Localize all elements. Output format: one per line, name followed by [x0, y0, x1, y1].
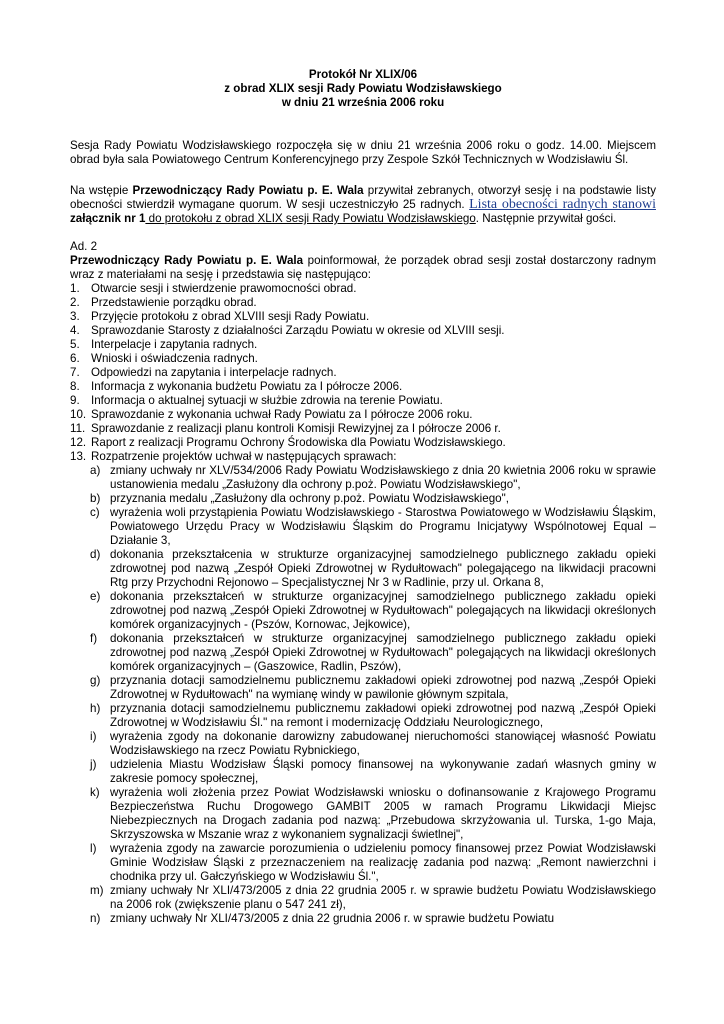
agenda-item [70, 338, 656, 352]
attendance-list-link[interactable]: Lista obecności radnych stanowi [469, 197, 656, 212]
welcome-text-1: Na wstępie [70, 184, 133, 197]
welcome-text-4: . Następnie przywitał gości. [475, 212, 617, 225]
resolution-item [70, 590, 656, 632]
resolution-item-letter: d) [90, 548, 101, 561]
resolution-item [70, 758, 656, 786]
resolution-item-text: zmiany uchwały Nr XLI/473/2005 z dnia 22 grudnia 2005 r. w sprawie budżetu Powiatu Wodzisławskiego na 2006 rok (zwiększenie planu o 547 241 zł), [110, 884, 656, 911]
resolution-item [70, 702, 656, 730]
resolution-item-text: udzielenia Miastu Wodzisław Śląski pomocy finansowej na wykonywanie zadań własnych gminy w zakresie pomocy społecznej, [110, 758, 656, 785]
resolution-item-text: wyrażenia zgody na dokonanie darowizny zabudowanej nieruchomości stanowiącej własność Powiatu Wodzisławskiego na rzecz Powiatu Rybnickiego, [110, 730, 656, 757]
resolution-item-text: zmiany uchwały Nr XLI/473/2005 z dnia 22 grudnia 2006 r. w sprawie budżetu Powiatu [110, 912, 555, 925]
agenda-item-text: Sprawozdanie z wykonania uchwał Rady Powiatu za I półrocze 2006 roku. [91, 408, 473, 421]
resolution-item [70, 632, 656, 674]
resolution-item-letter: n) [90, 912, 101, 925]
resolution-sublist [70, 464, 656, 926]
resolution-item [70, 506, 656, 548]
agenda-item [70, 422, 656, 436]
agenda-item [70, 352, 656, 366]
agenda-item [70, 408, 656, 422]
agenda-item-text: Przedstawienie porządku obrad. [91, 296, 257, 309]
agenda-item-text: Interpelacje i zapytania radnych. [91, 338, 258, 351]
resolution-item-letter: h) [90, 702, 101, 715]
title-line-2: z obrad XLIX sesji Rady Powiatu Wodzisławskiego [224, 82, 502, 95]
resolution-item [70, 464, 656, 492]
document-title [70, 68, 656, 110]
resolution-item-text: wyrażenia zgody na zawarcie porozumienia o udzieleniu pomocy finansowej przez Powiat Wodzisławski Gminie Wodzisław Śląski z przeznaczeniem na realizację zadania pod nazwą: „Remont nawierzchni i chodnika przy ul. Gałczyńskiego w Wodzisławiu Śl.", [110, 842, 656, 883]
agenda-item-text: Informacja z wykonania budżetu Powiatu za I półrocze 2006. [91, 380, 403, 393]
agenda-item [70, 324, 656, 338]
agenda-list [70, 282, 656, 464]
resolution-item-letter: e) [90, 590, 101, 603]
agenda-item-number: 10. [70, 408, 87, 421]
chairman-name-2: Przewodniczący Rady Powiatu p. E. Wala [70, 254, 304, 267]
resolution-item [70, 492, 656, 506]
agenda-item-number: 7. [70, 366, 80, 379]
agenda-item-number: 5. [70, 338, 80, 351]
resolution-item [70, 730, 656, 758]
protocol-reference: do protokołu z obrad XLIX sesji Rady Powiatu Wodzisławskiego [145, 212, 476, 225]
paragraph-agenda-intro [70, 254, 656, 282]
agenda-item-number: 8. [70, 380, 80, 393]
resolution-item [70, 786, 656, 842]
agenda-item-number: 12. [70, 436, 87, 449]
resolution-item [70, 884, 656, 912]
agenda-item-number: 13. [70, 450, 87, 463]
agenda-item-number: 11. [70, 422, 86, 435]
agenda-item [70, 450, 656, 464]
resolution-item-text: zmiany uchwały nr XLV/534/2006 Rady Powiatu Wodzisławskiego z dnia 20 kwietnia 2006 roku w sprawie ustanowienia medalu „Zasłużony dla ochrony p.poż. Powiatu Wodzisławskiego", [110, 464, 656, 491]
agenda-item-number: 3. [70, 310, 80, 323]
agenda-item-number: 2. [70, 296, 80, 309]
ad2-heading: Ad. 2 [70, 240, 98, 253]
agenda-item-text: Otwarcie sesji i stwierdzenie prawomocności obrad. [91, 282, 357, 295]
agenda-item-text: Sprawozdanie Starosty z działalności Zarządu Powiatu w okresie od XLVIII sesji. [91, 324, 505, 337]
agenda-item [70, 380, 656, 394]
resolution-item-letter: k) [90, 786, 100, 799]
agenda-item-number: 9. [70, 394, 80, 407]
resolution-item-text: dokonania przekształceń w strukturze organizacyjnej samodzielnego publicznego zakładu opieki zdrowotnej pod nazwą „Zespół Opieki Zdrowotnej w Rydułtowach" polegających na likwidacji określonych komórek organizacyjnych - (Pszów, Kornowac, Jejkowice), [110, 590, 656, 631]
resolution-item-letter: c) [90, 506, 100, 519]
agenda-item-text: Wnioski i oświadczenia radnych. [91, 352, 258, 365]
resolution-item-text: przyznania medalu „Zasłużony dla ochrony p.poż. Powiatu Wodzisławskiego", [110, 492, 509, 505]
resolution-item [70, 548, 656, 590]
resolution-item-letter: a) [90, 464, 101, 477]
agenda-item [70, 310, 656, 324]
attachment-1-label: załącznik nr 1 [70, 212, 146, 225]
resolution-item-letter: f) [90, 632, 98, 645]
document-page [70, 68, 656, 926]
resolution-item [70, 674, 656, 702]
resolution-item-text: przyznania dotacji samodzielnemu publicznemu zakładowi opieki zdrowotnej pod nazwą „Zespół Opieki Zdrowotnej w Wodzisławiu Śl." na remont i modernizację Oddziału Neurologicznego, [110, 702, 656, 729]
resolution-item [70, 912, 656, 926]
resolution-item-text: wyrażenia woli przystąpienia Powiatu Wodzisławskiego - Starostwa Powiatowego w Wodzisławiu Śląskim, Powiatowego Urzędu Pracy w Wodzisławiu Śląskim do Programu Inicjatywy Wspólnotowej Equal – Działanie 3, [110, 506, 656, 547]
resolution-item-letter: i) [90, 730, 97, 743]
resolution-item-letter: b) [90, 492, 101, 505]
resolution-item-text: dokonania przekształcenia w strukturze organizacyjnej samodzielnego publicznego zakładu opieki zdrowotnej pod nazwą „Zespół Opieki Zdrowotnej w Rydułtowach" polegającego na likwidacji pracowni Rtg przy Przychodni Rejonowo – Specjalistycznej Nr 3 w Radlinie, przy ul. Orkana 8, [110, 548, 656, 589]
resolution-item-letter: g) [90, 674, 101, 687]
resolution-item-text: przyznania dotacji samodzielnemu publicznemu zakładowi opieki zdrowotnej pod nazwą „Zespół Opieki Zdrowotnej w Rydułtowach" na wymianę windy w pawilonie głównym szpitala, [110, 674, 656, 701]
agenda-item [70, 436, 656, 450]
welcome-text-2: przywitał zebranych, otworzył sesję i na podstawie listy obecności stwierdził wymagane quorum. W sesji uczestniczyło 25 radnych. [70, 184, 656, 211]
resolution-item [70, 842, 656, 884]
resolution-item-letter: m) [90, 884, 104, 897]
paragraph-welcome [70, 184, 656, 226]
resolution-item-letter: l) [90, 842, 97, 855]
agenda-item [70, 366, 656, 380]
agenda-intro-text: poinformował, że porządek obrad sesji został dostarczony radnym wraz z materiałami na sesję i przedstawia się następująco: [70, 254, 656, 281]
agenda-item-text: Sprawozdanie z realizacji planu kontroli Komisji Rewizyjnej za I półrocze 2006 r. [91, 422, 501, 435]
agenda-item-text: Raport z realizacji Programu Ochrony Środowiska dla Powiatu Wodzisławskiego. [91, 436, 506, 449]
agenda-item [70, 394, 656, 408]
agenda-item-text: Rozpatrzenie projektów uchwał w następujących sprawach: [91, 450, 397, 463]
chairman-name: Przewodniczący Rady Powiatu p. E. Wala [132, 184, 364, 197]
agenda-item [70, 282, 656, 296]
agenda-item-text: Odpowiedzi na zapytania i interpelacje radnych. [91, 366, 337, 379]
agenda-item-number: 4. [70, 324, 80, 337]
agenda-item [70, 296, 656, 310]
title-line-1: Protokół Nr XLIX/06 [308, 68, 418, 81]
agenda-item-number: 1. [70, 282, 80, 295]
resolution-item-text: dokonania przekształceń w strukturze organizacyjnej samodzielnego publicznego zakładu opieki zdrowotnej pod nazwą „Zespół Opieki Zdrowotnej w Rydułtowach" polegających na likwidacji określonych komórek organizacyjnych – (Gaszowice, Radlin, Pszów), [110, 632, 656, 673]
agenda-item-text: Informacja o aktualnej sytuacji w służbie zdrowia na terenie Powiatu. [91, 394, 443, 407]
resolution-item-letter: j) [90, 758, 97, 771]
agenda-item-number: 6. [70, 352, 80, 365]
agenda-item-text: Przyjęcie protokołu z obrad XLVIII sesji Rady Powiatu. [91, 310, 370, 323]
resolution-item-text: wyrażenia woli złożenia przez Powiat Wodzisławski wniosku o dofinansowanie z Krajowego Programu Bezpieczeństwa Ruchu Drogowego GAMBIT 2005 w ramach Programu Likwidacji Miejsc Niebezpiecznych na Drogach zadania pod nazwą: „Przebudowa skrzyżowania ul. Turska, 1-go Maja, Skrzyszowska w Mszanie wraz z wykonaniem sygnalizacji świetlnej", [110, 786, 656, 841]
paragraph-session-opening: Sesja Rady Powiatu Wodzisławskiego rozpoczęła się w dniu 21 września 2006 roku o godz. 14.00. Miejscem obrad była sala Powiatowego Centrum Konferencyjnego przy Zespole Szkół Technicznych w Wodzisławiu Śl. [70, 139, 656, 166]
title-line-3: w dniu 21 września 2006 roku [281, 96, 445, 109]
